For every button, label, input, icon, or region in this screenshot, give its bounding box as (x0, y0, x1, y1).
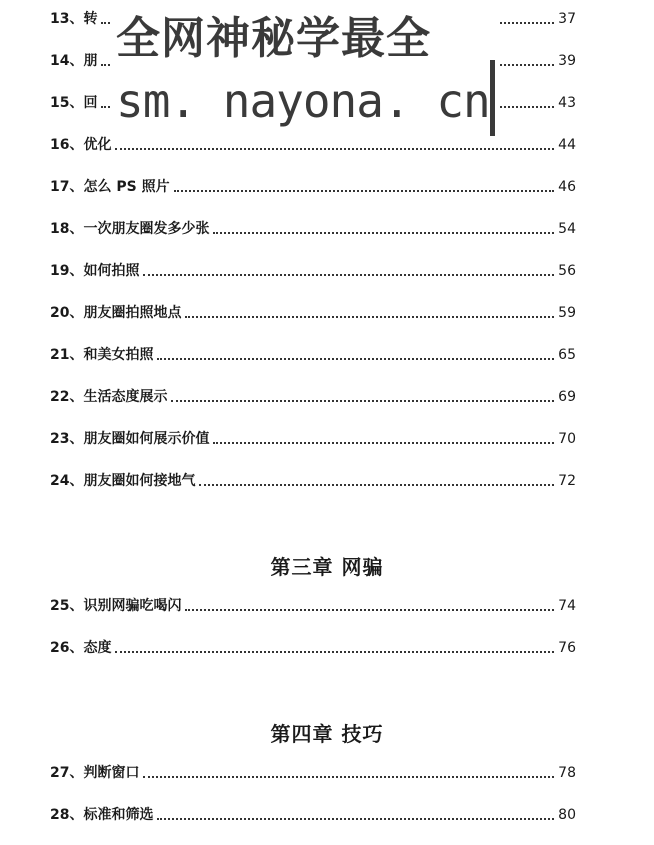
toc-entry-page: 59 (558, 305, 576, 321)
toc-entry-page: 46 (558, 179, 576, 195)
toc-entry-17 (50, 176, 576, 196)
toc-entry-label: 24、朋友圈如何接地气 (50, 473, 196, 489)
leader-dots (199, 484, 554, 486)
toc-entry-28 (50, 804, 576, 824)
toc-entry-label: 25、识别网骗吃喝闪 (50, 598, 182, 614)
chapter-3-title: 第三章 网骗 (270, 555, 384, 579)
leader-dots (185, 316, 554, 318)
toc-entry-19 (50, 260, 576, 280)
toc-entry-label: 13、转 (50, 11, 98, 27)
toc-entry-21 (50, 344, 576, 364)
toc-entry-page: 78 (558, 765, 576, 781)
leader-dots (174, 190, 555, 192)
leader-dots (157, 818, 554, 820)
toc-entry-label: 22、生活态度展示 (50, 389, 168, 405)
leader-dots (185, 609, 554, 611)
leader-dots (143, 274, 554, 276)
toc-entry-26 (50, 637, 576, 657)
watermark-cursor-bar (490, 60, 495, 136)
toc-entry-label: 16、优化 (50, 137, 112, 153)
toc-entry-page: 44 (558, 137, 576, 153)
toc-entry-page: 72 (558, 473, 576, 489)
toc-entry-label: 20、朋友圈拍照地点 (50, 305, 182, 321)
toc-entry-page: 80 (558, 807, 576, 823)
toc-entry-25 (50, 595, 576, 615)
watermark-line-1: 全网神秘学最全 (116, 13, 431, 64)
watermark (112, 0, 500, 148)
leader-dots (115, 148, 554, 150)
leader-dots (115, 651, 554, 653)
toc-entry-page: 69 (558, 389, 576, 405)
toc-entry-label: 19、如何拍照 (50, 263, 140, 279)
toc-entry-page: 43 (558, 95, 576, 111)
toc-entry-page: 39 (558, 53, 576, 69)
toc-entry-page: 65 (558, 347, 576, 363)
leader-dots (213, 232, 554, 234)
leader-dots (171, 400, 554, 402)
toc-entry-label: 26、态度 (50, 640, 112, 656)
toc-entry-18 (50, 218, 576, 238)
toc-entry-label: 14、朋 (50, 53, 98, 69)
toc-entry-label: 18、一次朋友圈发多少张 (50, 221, 210, 237)
toc-entry-label: 17、怎么 PS 照片 (50, 179, 170, 195)
chapter-4-title: 第四章 技巧 (270, 722, 384, 746)
leader-dots (213, 442, 554, 444)
toc-entry-label: 28、标准和筛选 (50, 807, 154, 823)
toc-entry-22 (50, 386, 576, 406)
toc-entry-page: 76 (558, 640, 576, 656)
watermark-line-2: sm. nayona. cn (116, 74, 490, 128)
leader-dots (143, 776, 554, 778)
toc-entry-label: 15、回 (50, 95, 98, 111)
toc-entry-label: 27、判断窗口 (50, 765, 140, 781)
toc-entry-label: 21、和美女拍照 (50, 347, 154, 363)
leader-dots (157, 358, 554, 360)
toc-entry-27 (50, 762, 576, 782)
toc-entry-label: 23、朋友圈如何展示价值 (50, 431, 210, 447)
toc-entry-page: 37 (558, 11, 576, 27)
toc-entry-page: 74 (558, 598, 576, 614)
toc-entry-page: 70 (558, 431, 576, 447)
toc-entry-page: 56 (558, 263, 576, 279)
toc-entry-24 (50, 470, 576, 490)
toc-entry-20 (50, 302, 576, 322)
toc-entry-23 (50, 428, 576, 448)
toc-entry-page: 54 (558, 221, 576, 237)
